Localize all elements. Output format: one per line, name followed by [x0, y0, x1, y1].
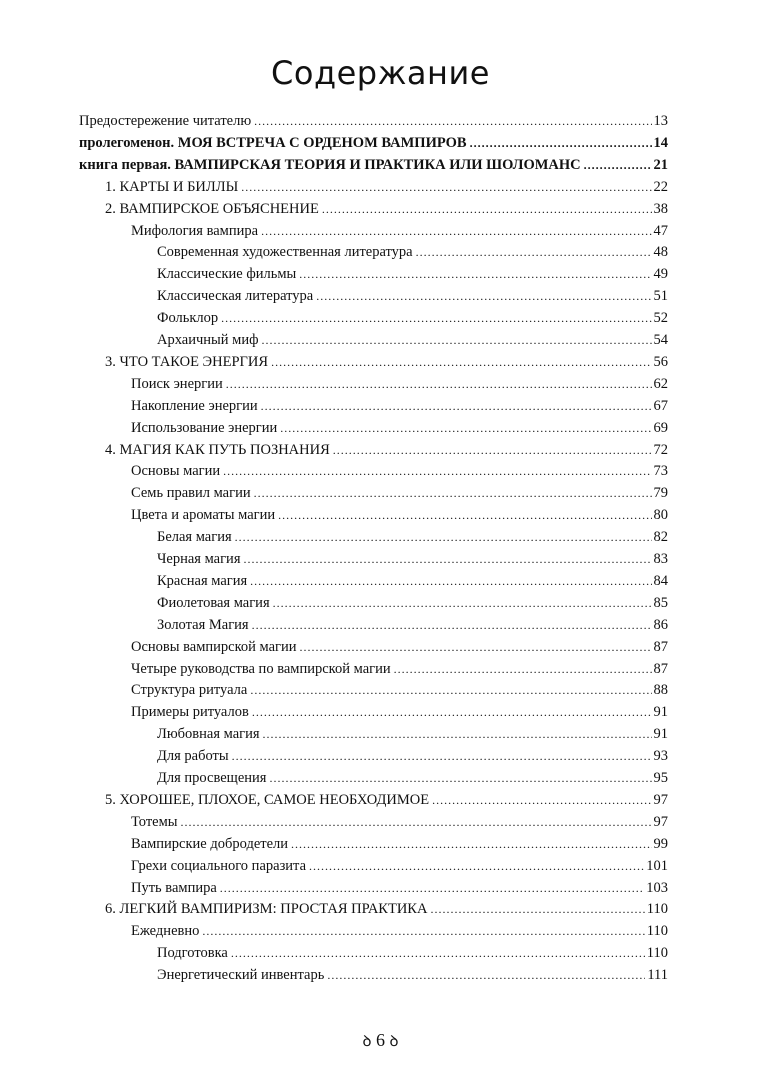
toc-entry-page: 54 — [653, 332, 668, 348]
toc-entry-title: Белая магия — [157, 529, 232, 546]
toc-entry-title: 5. ХОРОШЕЕ, ПЛОХОЕ, САМОЕ НЕОБХОДИМОЕ — [105, 791, 430, 808]
toc-leader-dots — [280, 421, 651, 436]
toc-entry — [157, 726, 668, 748]
toc-entry-title: Структура ритуала — [131, 682, 248, 699]
toc-entry-page: 13 — [653, 113, 668, 129]
toc-entry — [157, 266, 668, 288]
toc-entry-page: 73 — [653, 463, 668, 480]
toc-entry — [131, 923, 668, 945]
toc-entry-page: 22 — [653, 178, 668, 195]
toc-entry-title: Подготовка — [157, 945, 228, 962]
toc-entry — [131, 661, 668, 683]
toc-leader-dots — [226, 377, 652, 392]
page-footer — [0, 1030, 761, 1051]
toc-entry-title: Золотая Магия — [157, 616, 249, 633]
toc-entry-title: Архаичный миф — [157, 332, 259, 348]
toc-entry-page: 69 — [653, 419, 668, 436]
toc-entry-title: 4. МАГИЯ КАК ПУТЬ ПОЗНАНИЯ — [105, 441, 330, 458]
toc-entry-title: Черная магия — [157, 551, 241, 567]
toc-leader-dots — [252, 618, 652, 633]
toc-entry-page: 38 — [653, 200, 668, 217]
toc-entry-title: Фольклор — [157, 310, 219, 327]
toc-leader-dots — [232, 749, 652, 764]
toc-entry — [105, 901, 668, 923]
toc-entry-title: Для просвещения — [157, 770, 267, 786]
toc-entry-page: 91 — [653, 704, 668, 721]
toc-entry-page: 47 — [653, 222, 668, 239]
toc-entry-page: 62 — [653, 375, 668, 392]
toc-leader-dots — [432, 793, 651, 808]
toc-entry-title: Использование энергии — [131, 419, 278, 436]
toc-entry-page: 95 — [653, 770, 668, 786]
toc-entry-page: 56 — [653, 353, 668, 370]
toc-entry-title: Классическая литература — [157, 288, 314, 305]
toc-entry-page: 111 — [647, 967, 668, 984]
toc-entry-title: Четыре руководства по вампирской магии — [131, 660, 391, 677]
toc-entry — [79, 157, 668, 179]
toc-entry — [131, 420, 668, 442]
toc-entry-page: 110 — [646, 923, 668, 940]
toc-entry-page: 79 — [653, 485, 668, 502]
toc-entry — [157, 967, 668, 989]
toc-entry — [131, 223, 668, 245]
toc-entry — [131, 507, 668, 529]
toc-entry-title: Ежедневно — [131, 923, 200, 940]
toc-leader-dots — [273, 596, 652, 611]
toc-entry-page: 97 — [653, 791, 668, 808]
toc-leader-dots — [430, 902, 644, 917]
toc-entry — [157, 770, 668, 792]
toc-entry-title: Современная художественная литература — [157, 244, 413, 261]
toc-leader-dots — [269, 771, 651, 786]
toc-entry — [131, 398, 668, 420]
toc-entry-page: 99 — [653, 835, 668, 852]
toc-entry-page: 110 — [646, 901, 668, 918]
toc-entry-page: 51 — [653, 288, 668, 305]
toc-entry-page: 67 — [653, 397, 668, 414]
toc-leader-dots — [231, 946, 645, 961]
toc-entry-title: Красная магия — [157, 572, 248, 589]
toc-leader-dots — [244, 552, 652, 567]
toc-entry-title: пролегоменон. МОЯ ВСТРЕЧА С ОРДЕНОМ ВАМПИРОВ — [79, 134, 467, 151]
toc-entry — [157, 244, 668, 266]
toc-entry — [157, 529, 668, 551]
toc-leader-dots — [221, 311, 651, 326]
toc-leader-dots — [261, 224, 651, 239]
toc-entry-title: Примеры ритуалов — [131, 704, 249, 721]
toc-entry — [157, 945, 668, 967]
toc-entry-page: 87 — [653, 638, 668, 655]
toc-entry — [131, 880, 668, 902]
toc-entry-title: Вампирские добродетели — [131, 835, 289, 852]
toc-entry — [157, 332, 668, 354]
toc-entry-title: 6. ЛЕГКИЙ ВАМПИРИЗМ: ПРОСТАЯ ПРАКТИКА — [105, 901, 428, 918]
toc-entry — [105, 179, 668, 201]
toc-leader-dots — [202, 924, 644, 939]
toc-entry-page: 83 — [653, 551, 668, 567]
ornament-right-icon: ꝺ — [389, 1032, 399, 1050]
toc-entry-title: книга первая. ВАМПИРСКАЯ ТЕОРИЯ И ПРАКТИКА ИЛИ ШОЛОМАНС — [79, 156, 581, 173]
toc-leader-dots — [470, 136, 652, 151]
toc-leader-dots — [291, 837, 651, 852]
toc-entry-title: 3. ЧТО ТАКОЕ ЭНЕРГИЯ — [105, 353, 269, 370]
toc-leader-dots — [250, 574, 651, 589]
page-title: Содержание — [271, 54, 490, 92]
toc-entry-title: Грехи социального паразита — [131, 857, 307, 874]
toc-entry — [131, 485, 668, 507]
toc-leader-dots — [261, 399, 652, 414]
toc-leader-dots — [584, 158, 652, 173]
toc-entry — [157, 748, 668, 770]
toc-entry-page: 93 — [653, 748, 668, 765]
toc-entry-page: 84 — [653, 572, 668, 589]
toc-entry-page: 80 — [653, 507, 668, 524]
toc-leader-dots — [235, 530, 652, 545]
toc-entry — [105, 201, 668, 223]
toc-entry-title: Для работы — [157, 748, 229, 765]
toc-leader-dots — [223, 464, 651, 479]
toc-entry-page: 85 — [653, 594, 668, 611]
toc-entry-title: Путь вампира — [131, 879, 217, 896]
toc-entry — [105, 792, 668, 814]
toc-entry — [79, 113, 668, 135]
toc-entry — [157, 310, 668, 332]
toc-entry — [157, 573, 668, 595]
toc-entry-title: 2. ВАМПИРСКОЕ ОБЪЯСНЕНИЕ — [105, 200, 319, 217]
toc-entry — [131, 814, 668, 836]
toc-leader-dots — [254, 486, 652, 501]
toc-leader-dots — [394, 662, 652, 677]
toc-leader-dots — [250, 683, 651, 698]
toc-entry-title: Поиск энергии — [131, 375, 223, 392]
toc-leader-dots — [300, 640, 652, 655]
toc-entry-page: 87 — [653, 660, 668, 677]
toc-entry-page: 82 — [653, 529, 668, 546]
ornament-left-icon: ꝺ — [362, 1032, 372, 1050]
toc-entry-page: 52 — [653, 310, 668, 327]
toc-entry — [157, 551, 668, 573]
toc-entry — [105, 442, 668, 464]
toc-entry-page: 97 — [653, 813, 668, 830]
toc-leader-dots — [278, 508, 651, 523]
toc-leader-dots — [316, 289, 651, 304]
toc-entry-title: Фиолетовая магия — [157, 594, 270, 611]
toc-entry-title: Классические фильмы — [157, 266, 297, 283]
toc-leader-dots — [241, 180, 651, 195]
toc-leader-dots — [333, 443, 652, 458]
toc-entry-page: 48 — [653, 244, 668, 261]
toc-entry — [131, 639, 668, 661]
toc-entry-title: Накопление энергии — [131, 397, 258, 414]
toc-entry-title: Предостережение читателю — [79, 113, 252, 129]
toc-entry-title: Основы вампирской магии — [131, 638, 297, 655]
toc-entry-title: Любовная магия — [157, 726, 260, 743]
toc-leader-dots — [327, 968, 645, 983]
toc-leader-dots — [262, 333, 652, 348]
toc-leader-dots — [181, 815, 652, 830]
toc-entry-page: 101 — [646, 857, 668, 874]
toc-entry-page: 88 — [653, 682, 668, 699]
toc-entry-page: 72 — [653, 441, 668, 458]
toc-leader-dots — [322, 202, 652, 217]
toc-entry — [131, 682, 668, 704]
toc-leader-dots — [252, 705, 652, 720]
toc-entry — [131, 836, 668, 858]
toc-entry — [131, 463, 668, 485]
toc-entry-page: 49 — [653, 266, 668, 283]
toc-entry-title: Тотемы — [131, 813, 178, 830]
toc-leader-dots — [220, 881, 644, 896]
toc-leader-dots — [416, 245, 652, 260]
toc-entry — [157, 617, 668, 639]
toc-leader-dots — [271, 355, 651, 370]
toc-entry — [131, 376, 668, 398]
toc-entry-page: 91 — [653, 726, 668, 743]
toc-leader-dots — [309, 859, 644, 874]
toc-entry-title: Основы магии — [131, 463, 221, 480]
toc-entry-title: Цвета и ароматы магии — [131, 507, 276, 524]
toc-entry — [131, 704, 668, 726]
toc-leader-dots — [254, 114, 651, 129]
toc-entry-page: 103 — [646, 879, 668, 896]
toc-entry-page: 110 — [646, 945, 668, 962]
toc-entry — [105, 354, 668, 376]
toc-leader-dots — [263, 727, 652, 742]
toc-entry — [157, 595, 668, 617]
page-number: 6 — [376, 1030, 385, 1050]
toc-entry-title: Энергетический инвентарь — [157, 967, 325, 984]
toc-entry — [131, 858, 668, 880]
toc-entry-page: 14 — [653, 134, 668, 151]
toc-entry-title: 1. КАРТЫ И БИЛЛЫ — [105, 178, 239, 195]
toc-leader-dots — [299, 267, 651, 282]
toc-entry-title: Семь правил магии — [131, 485, 251, 502]
toc-entry-title: Мифология вампира — [131, 222, 259, 239]
toc-entry — [157, 288, 668, 310]
toc-entry — [79, 135, 668, 157]
toc-entry-page: 86 — [653, 616, 668, 633]
toc-entry-page: 21 — [653, 156, 668, 173]
